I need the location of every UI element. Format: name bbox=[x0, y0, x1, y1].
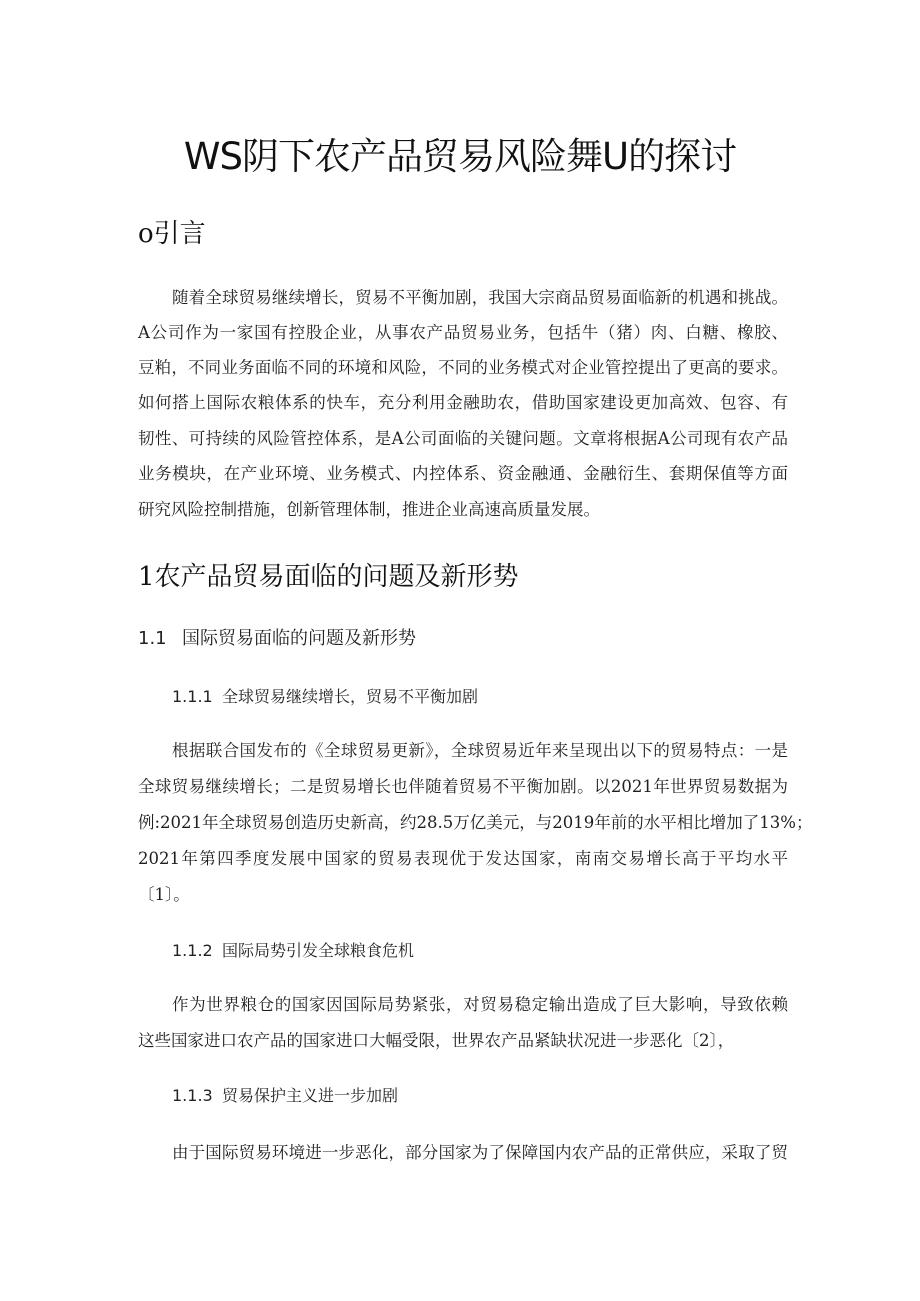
section-title: 国际局势引发全球粮食危机 bbox=[222, 941, 415, 960]
section-title: 国际贸易面临的问题及新形势 bbox=[182, 628, 416, 649]
intro-line: 如何搭上国际农粮体系的快车，充分利用金融助农，借助国家建设更加高效、包容、有 bbox=[138, 393, 788, 412]
document-title: WS阴下农产品贸易风险舞U的探讨 bbox=[183, 135, 737, 178]
intro-heading: o引言 bbox=[138, 219, 206, 249]
paragraph-line: 全球贸易继续增长；二是贸易增长也伴随着贸易不平衡加剧。以2021年世界贸易数据为 bbox=[138, 777, 788, 796]
section-1-1-1-heading bbox=[172, 684, 478, 707]
section-number: 1.1.3 bbox=[172, 1086, 213, 1105]
paragraph-line: 作为世界粮仓的国家因国际局势紧张，对贸易稳定输出造成了巨大影响，导致依赖 bbox=[172, 995, 788, 1014]
intro-line: 业务模块，在产业环境、业务模式、内控体系、资金融通、金融衍生、套期保值等方面 bbox=[138, 464, 788, 483]
section-1-1-heading bbox=[138, 624, 416, 650]
intro-line: 韧性、可持续的风险管控体系，是A公司面临的关键问题。文章将根据A公司现有农产品 bbox=[138, 429, 788, 448]
intro-line: 研究风险控制措施，创新管理体制，推进企业高速高质量发展。 bbox=[138, 500, 600, 519]
section-1-1-2-heading bbox=[172, 938, 414, 961]
section-number: 1.1.2 bbox=[172, 941, 213, 960]
section-1-1-3-heading bbox=[172, 1083, 398, 1106]
intro-line: 豆粕，不同业务面临不同的环境和风险，不同的业务模式对企业管控提出了更高的要求。 bbox=[138, 358, 788, 377]
section-number: 1.1 bbox=[138, 628, 167, 649]
intro-line: A公司作为一家国有控股企业，从事农产品贸易业务，包括牛（猪）肉、白糖、橡胶、 bbox=[138, 323, 788, 342]
section-title: 全球贸易继续增长，贸易不平衡加剧 bbox=[222, 687, 479, 706]
section-1-heading: 1农产品贸易面临的问题及新形势 bbox=[138, 562, 519, 592]
paragraph-line: 例:2021年全球贸易创造历史新高，约28.5万亿美元，与2019年前的水平相比增加了13%； bbox=[138, 813, 813, 832]
paragraph-line: 2021年第四季度发展中国家的贸易表现优于发达国家，南南交易增长高于平均水平 bbox=[138, 849, 788, 868]
section-number: 1.1.1 bbox=[172, 687, 213, 706]
paragraph-line: 〔1〕。 bbox=[138, 885, 190, 904]
intro-line: 随着全球贸易继续增长，贸易不平衡加剧，我国大宗商品贸易面临新的机遇和挑战。 bbox=[172, 288, 788, 307]
section-title: 贸易保护主义进一步加剧 bbox=[222, 1086, 399, 1105]
paragraph-line: 根据联合国发布的《全球贸易更新》，全球贸易近年来呈现出以下的贸易特点：一是 bbox=[172, 741, 788, 760]
paragraph-line: 由于国际贸易环境进一步恶化，部分国家为了保障国内农产品的正常供应，采取了贸 bbox=[172, 1143, 788, 1162]
paragraph-line: 这些国家进口农产品的国家进口大幅受限，世界农产品紧缺状况进一步恶化〔2〕， bbox=[138, 1031, 735, 1050]
